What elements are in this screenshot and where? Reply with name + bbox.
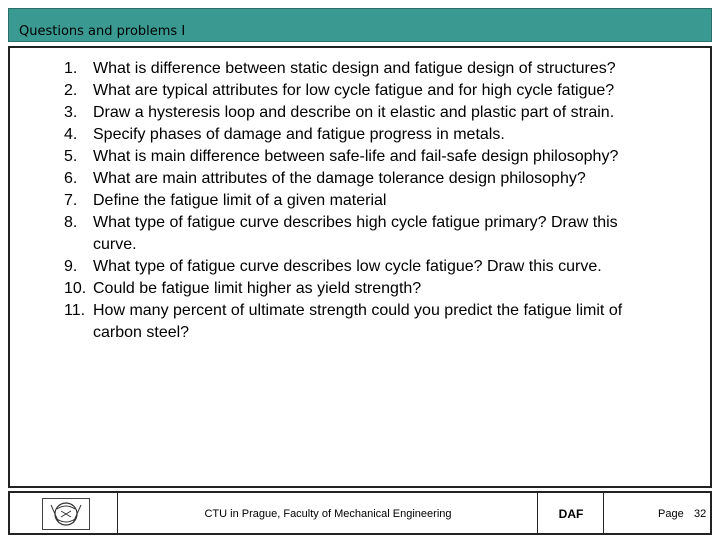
list-item-text: Specify phases of damage and fatigue progress in metals. [93,126,505,143]
list-item [64,168,664,190]
slide-title: Questions and problems I [19,24,186,39]
list-item-text: Could be fatigue limit higher as yield strength? [93,280,422,297]
list-item-text: Draw a hysteresis loop and describe on it elastic and plastic part of strain. [93,104,615,121]
list-item-number: 6. [64,170,78,187]
list-item-text: What type of fatigue curve describes low cycle fatigue? Draw this curve. [93,258,602,275]
list-item-number: 7. [64,192,78,209]
list-item-text: What is difference between static design and fatigue design of structures? [93,60,616,77]
page-number: 32 [694,508,707,520]
list-item-text: What are main attributes of the damage tolerance design philosophy? [93,170,586,187]
footer-daf-label: DAF [558,507,584,521]
list-item-number: 2. [64,82,78,99]
list-item [64,300,664,344]
list-item-text: How many percent of ultimate strength could you predict the fatigue limit of carbon steel? [93,302,623,341]
list-item [64,190,664,212]
logo-icon [42,498,90,530]
list-item-text: Define the fatigue limit of a given material [93,192,387,209]
slide-header [8,8,712,42]
list-item-number: 1. [64,60,78,77]
footer-daf-cell [538,493,604,533]
list-item-number: 8. [64,214,78,231]
list-item [64,146,664,168]
list-item-number: 10. [64,280,87,297]
list-item-number: 5. [64,148,78,165]
list-item-text: What is main difference between safe-life and fail-safe design philosophy? [93,148,619,165]
list-item [64,278,664,300]
list-item-number: 4. [64,126,78,143]
list-item-number: 3. [64,104,78,121]
list-item-text: What type of fatigue curve describes high cycle fatigue primary? Draw this curve. [93,214,618,253]
list-item [64,102,664,124]
list-item [64,212,664,256]
questions-list [64,58,664,344]
footer-institution-cell [118,493,538,533]
list-item [64,124,664,146]
footer-logo-cell [10,493,118,533]
slide-footer [8,491,712,535]
footer-institution: CTU in Prague, Faculty of Mechanical Engineering [204,508,452,520]
list-item-number: 9. [64,258,78,275]
page-label: Page [658,508,684,520]
list-item [64,256,664,278]
list-item [64,80,664,102]
list-item-number: 11. [64,302,86,319]
list-item-text: What are typical attributes for low cycle fatigue and for high cycle fatigue? [93,82,615,99]
list-item [64,58,664,80]
